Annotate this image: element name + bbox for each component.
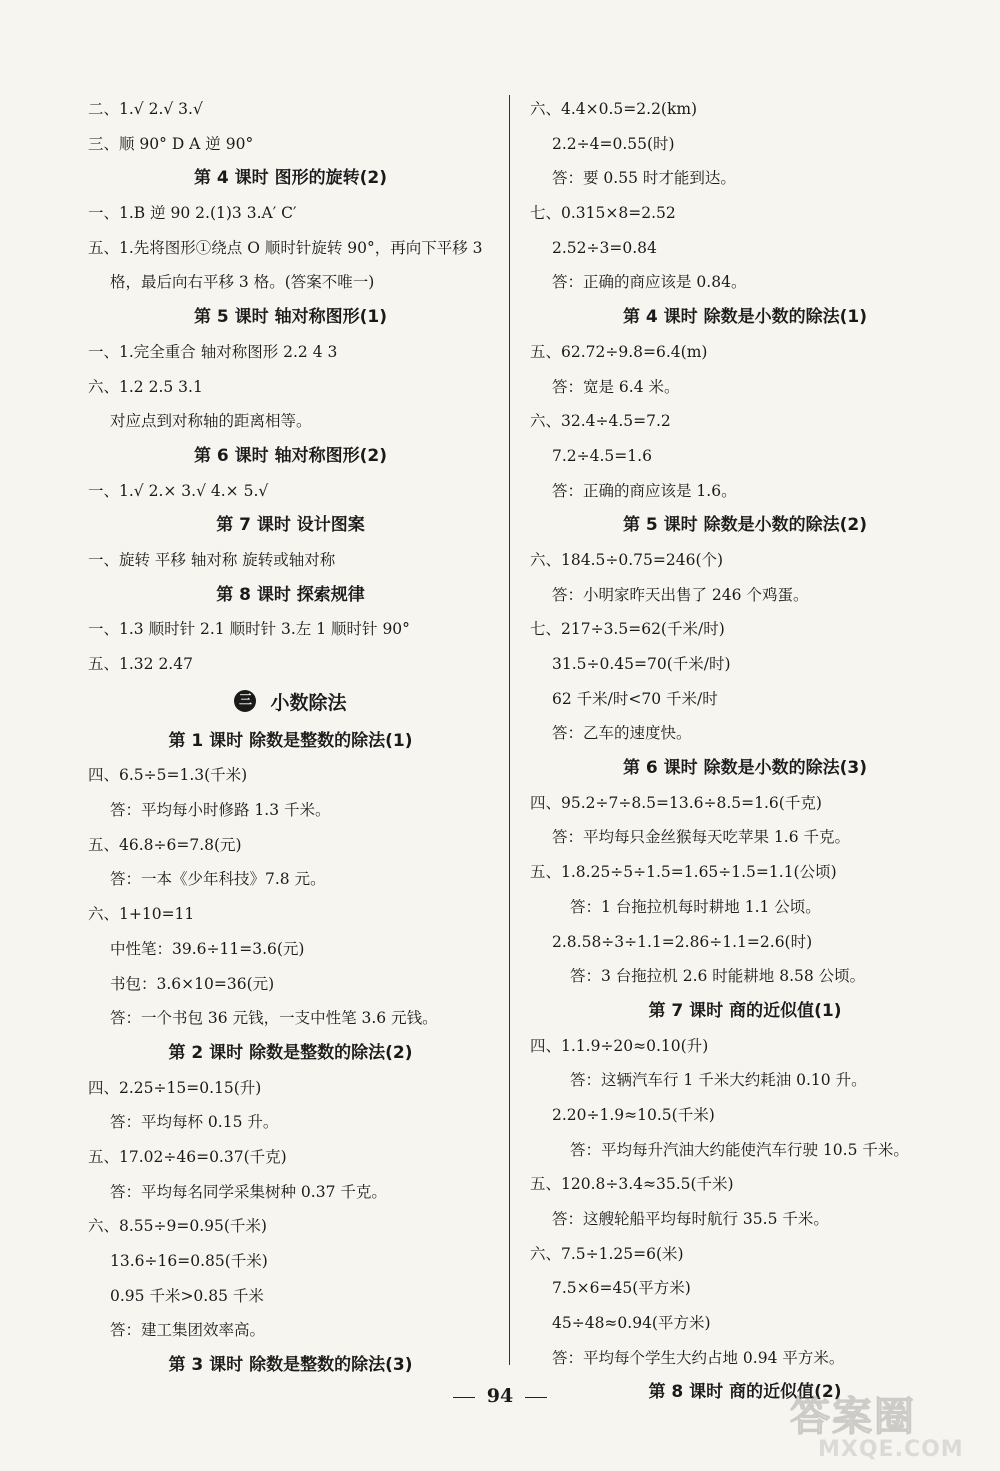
answer-line: 答：1 台拖拉机每时耕地 1.1 公顷。 (570, 897, 821, 916)
column-divider (509, 95, 510, 1365)
answer-line: 七、0.315×8=2.52 (530, 204, 676, 223)
answer-line: 六、1.2 2.5 3.1 (88, 377, 203, 396)
answer-line: 一、1.B 逆 90 2.(1)3 3.A′ C′ (88, 204, 297, 223)
lesson-heading: 第 5 课时 除数是小数的除法(2) (623, 515, 867, 536)
answer-line: 六、8.55÷9=0.95(千米) (88, 1217, 267, 1236)
watermark-logo (790, 1395, 990, 1465)
answer-line: 四、6.5÷5=1.3(千米) (88, 766, 248, 785)
answer-line: 四、2.25÷15=0.15(升) (88, 1078, 262, 1097)
lesson-heading: 第 8 课时 商的近似值(2) (648, 1382, 842, 1403)
lesson-heading: 第 2 课时 除数是整数的除法(2) (168, 1042, 413, 1063)
lesson-heading: 第 7 课时 商的近似值(1) (648, 1000, 842, 1021)
answer-line: 六、184.5÷0.75=246(个) (530, 550, 724, 569)
answer-line: 六、7.5÷1.25=6(米) (530, 1244, 684, 1263)
answer-line: 一、1.完全重合 轴对称图形 2.2 4 3 (88, 342, 338, 361)
answer-line: 答：平均每名同学采集树种 0.37 千克。 (110, 1182, 387, 1201)
answer-line: 五、1.32 2.47 (88, 655, 193, 673)
left-column (88, 92, 493, 1383)
answer-line: 答：3 台拖拉机 2.6 时能耕地 8.58 公顷。 (570, 967, 866, 986)
unit-number-badge: 三 (234, 690, 256, 712)
answer-line: 四、1.1.9÷20≈0.10(升) (530, 1036, 709, 1055)
answer-line: 2.20÷1.9≈10.5(千米) (552, 1105, 715, 1124)
dash-left (453, 1397, 475, 1398)
lesson-heading: 第 4 课时 图形的旋转(2) (194, 168, 387, 189)
answer-line: 五、1.8.25÷5÷1.5=1.65÷1.5=1.1(公顷) (530, 863, 837, 882)
lesson-heading: 第 7 课时 设计图案 (216, 515, 365, 536)
lesson-heading: 第 8 课时 探索规律 (216, 584, 365, 605)
answer-line: 五、1.先将图形①绕点 O 顺时针旋转 90°，再向下平移 3 (88, 238, 483, 257)
answer-line: 2.2÷4=0.55(时) (552, 134, 675, 153)
answer-line: 7.5×6=45(平方米) (552, 1279, 691, 1298)
answer-line: 一、旋转 平移 轴对称 旋转或轴对称 (88, 550, 336, 569)
watermark-bottom: MXQE.COM (818, 1437, 964, 1462)
answer-line: 格，最后向右平移 3 格。(答案不唯一) (110, 273, 375, 292)
lesson-heading: 第 6 课时 除数是小数的除法(3) (623, 758, 867, 779)
answer-line: 31.5÷0.45=70(千米/时) (552, 655, 731, 673)
right-column (530, 92, 960, 1410)
answer-line: 对应点到对称轴的距离相等。 (110, 412, 312, 431)
answer-line: 答：一个书包 36 元钱，一支中性笔 3.6 元钱。 (110, 1009, 438, 1028)
answer-line: 答：乙车的速度快。 (552, 724, 692, 743)
answer-line: 六、32.4÷4.5=7.2 (530, 412, 671, 431)
answer-line: 答：正确的商应该是 1.6。 (552, 481, 737, 500)
answer-line: 答：平均每小时修路 1.3 千米。 (110, 801, 331, 820)
answer-line: 五、62.72÷9.8=6.4(m) (530, 342, 708, 361)
answer-line: 答：小明家昨天出售了 246 个鸡蛋。 (552, 585, 809, 604)
answer-line: 五、46.8÷6=7.8(元) (88, 835, 242, 854)
answer-line: 2.8.58÷3÷1.1=2.86÷1.1=2.6(时) (552, 932, 813, 951)
answer-line: 答：平均每只金丝猴每天吃苹果 1.6 千克。 (552, 828, 851, 847)
answer-line: 六、1+10=11 (88, 905, 195, 924)
answer-line: 答：一本《少年科技》7.8 元。 (110, 870, 326, 889)
answer-line: 答：要 0.55 时才能到达。 (552, 169, 736, 188)
lesson-heading: 第 3 课时 除数是整数的除法(3) (168, 1355, 413, 1376)
answer-line: 五、17.02÷46=0.37(千克) (88, 1147, 287, 1166)
answer-line: 0.95 千米>0.85 千米 (110, 1286, 264, 1305)
answer-line: 七、217÷3.5=62(千米/时) (530, 620, 725, 639)
answer-line: 答：宽是 6.4 米。 (552, 377, 680, 396)
unit-title-text: 小数除法 (270, 691, 347, 714)
answer-line: 书包：3.6×10=36(元) (110, 974, 275, 993)
answer-line: 45÷48≈0.94(平方米) (552, 1314, 711, 1333)
answer-line: 13.6÷16=0.85(千米) (110, 1252, 268, 1270)
answer-line: 四、95.2÷7÷8.5=13.6÷8.5=1.6(千克) (530, 793, 822, 812)
answer-line: 答：平均每杯 0.15 升。 (110, 1113, 279, 1132)
answer-line: 7.2÷4.5=1.6 (552, 446, 652, 465)
lesson-heading: 第 6 课时 轴对称图形(2) (194, 445, 387, 466)
lesson-heading: 第 5 课时 轴对称图形(1) (194, 307, 387, 328)
unit-title (88, 682, 493, 724)
answer-line: 中性笔：39.6÷11=3.6(元) (110, 939, 305, 958)
answer-line: 答：这艘轮船平均每时航行 35.5 千米。 (552, 1210, 829, 1228)
lesson-heading: 第 4 课时 除数是小数的除法(1) (623, 307, 867, 328)
answer-line: 答：平均每升汽油大约能使汽车行驶 10.5 千米。 (570, 1140, 909, 1159)
watermark-top: 答案圈 (790, 1394, 916, 1440)
page-number-text: 94 (486, 1385, 514, 1407)
answer-line: 答：这辆汽车行 1 千米大约耗油 0.10 升。 (570, 1071, 867, 1090)
answer-line: 三、顺 90° D A 逆 90° (88, 134, 254, 153)
answer-line: 二、1.√ 2.√ 3.√ (88, 100, 203, 118)
lesson-heading: 第 1 课时 除数是整数的除法(1) (168, 730, 413, 751)
answer-line: 答：正确的商应该是 0.84。 (552, 273, 747, 292)
dash-right (525, 1397, 547, 1398)
answer-line: 答：建工集团效率高。 (110, 1321, 266, 1340)
answer-line: 2.52÷3=0.84 (552, 238, 657, 257)
answer-line: 62 千米/时<70 千米/时 (552, 689, 718, 708)
answer-line: 一、1.3 顺时针 2.1 顺时针 3.左 1 顺时针 90° (88, 620, 410, 639)
answer-line: 答：平均每个学生大约占地 0.94 平方米。 (552, 1348, 845, 1367)
answer-line: 一、1.√ 2.× 3.√ 4.× 5.√ (88, 481, 269, 500)
answer-line: 五、120.8÷3.4≈35.5(千米) (530, 1175, 734, 1194)
answer-line: 六、4.4×0.5=2.2(km) (530, 100, 698, 118)
